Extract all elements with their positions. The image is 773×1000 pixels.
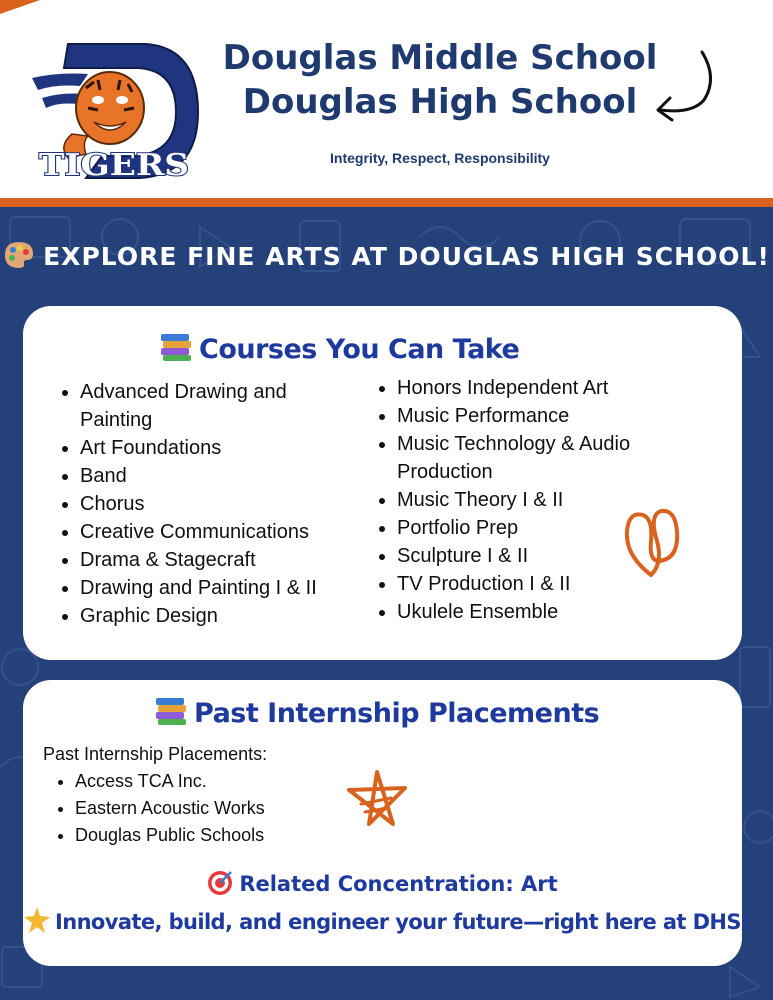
list-item: • Ukulele Ensemble bbox=[397, 598, 717, 626]
tagline-text: Innovate, build, and engineer your future—right here at DHS! bbox=[55, 910, 750, 934]
motto: Integrity, Respect, Responsibility bbox=[330, 150, 550, 166]
school-title bbox=[200, 36, 680, 124]
internships-label: Past Internship Placements: bbox=[43, 744, 268, 764]
courses-title: Courses You Can Take bbox=[199, 334, 520, 365]
internship-list bbox=[51, 768, 265, 849]
list-item: • Advanced Drawing and Painting bbox=[80, 378, 360, 434]
list-item: • TV Production I & II bbox=[397, 570, 717, 598]
course-list-right bbox=[373, 374, 717, 626]
list-item: • Graphic Design bbox=[80, 602, 360, 630]
palette-icon bbox=[3, 240, 35, 270]
corner-accent bbox=[0, 0, 40, 14]
target-icon bbox=[207, 870, 233, 896]
header-stripe bbox=[0, 198, 773, 207]
tagline bbox=[23, 906, 750, 934]
related-text: Related Concentration: Art bbox=[239, 872, 558, 896]
list-item: • Creative Communications bbox=[80, 518, 360, 546]
internships-title: Past Internship Placements bbox=[194, 698, 600, 729]
internships-card bbox=[23, 680, 750, 966]
list-item: • Sculpture I & II bbox=[397, 542, 717, 570]
list-item: • Chorus bbox=[80, 490, 360, 518]
explore-title-text: EXPLORE FINE ARTS AT DOUGLAS HIGH SCHOOL! bbox=[43, 242, 770, 271]
tigers-logo bbox=[28, 38, 200, 184]
header bbox=[0, 0, 773, 198]
courses-heading bbox=[159, 332, 519, 365]
list-item: • Music Theory I & II bbox=[397, 486, 717, 514]
list-item: • Portfolio Prep bbox=[397, 514, 717, 542]
list-item: • Music Performance bbox=[397, 402, 717, 430]
books-icon bbox=[154, 696, 188, 726]
title-middle-school: Douglas Middle School bbox=[222, 38, 658, 78]
books-icon bbox=[159, 332, 193, 362]
list-item: • Drawing and Painting I & II bbox=[80, 574, 360, 602]
explore-banner bbox=[0, 240, 773, 271]
course-list-left bbox=[56, 378, 360, 630]
list-item: • Art Foundations bbox=[80, 434, 360, 462]
list-item: • Honors Independent Art bbox=[397, 374, 717, 402]
title-high-school: Douglas High School bbox=[242, 82, 638, 122]
star-doodle-icon bbox=[343, 768, 413, 830]
list-item: • Music Technology & Audio Production bbox=[397, 430, 717, 486]
curved-arrow-icon bbox=[652, 48, 722, 128]
logo-text: TIGERS bbox=[39, 148, 190, 183]
list-item: • Drama & Stagecraft bbox=[80, 546, 360, 574]
internships-heading bbox=[154, 696, 599, 729]
related-concentration bbox=[23, 870, 742, 896]
glowing-star-icon bbox=[23, 906, 51, 934]
heart-swirl-doodle-icon bbox=[621, 501, 685, 579]
list-item: • Douglas Public Schools bbox=[75, 822, 265, 849]
courses-card bbox=[23, 306, 742, 660]
list-item: • Eastern Acoustic Works bbox=[75, 795, 265, 822]
list-item: • Band bbox=[80, 462, 360, 490]
list-item: • Access TCA Inc. bbox=[75, 768, 265, 795]
